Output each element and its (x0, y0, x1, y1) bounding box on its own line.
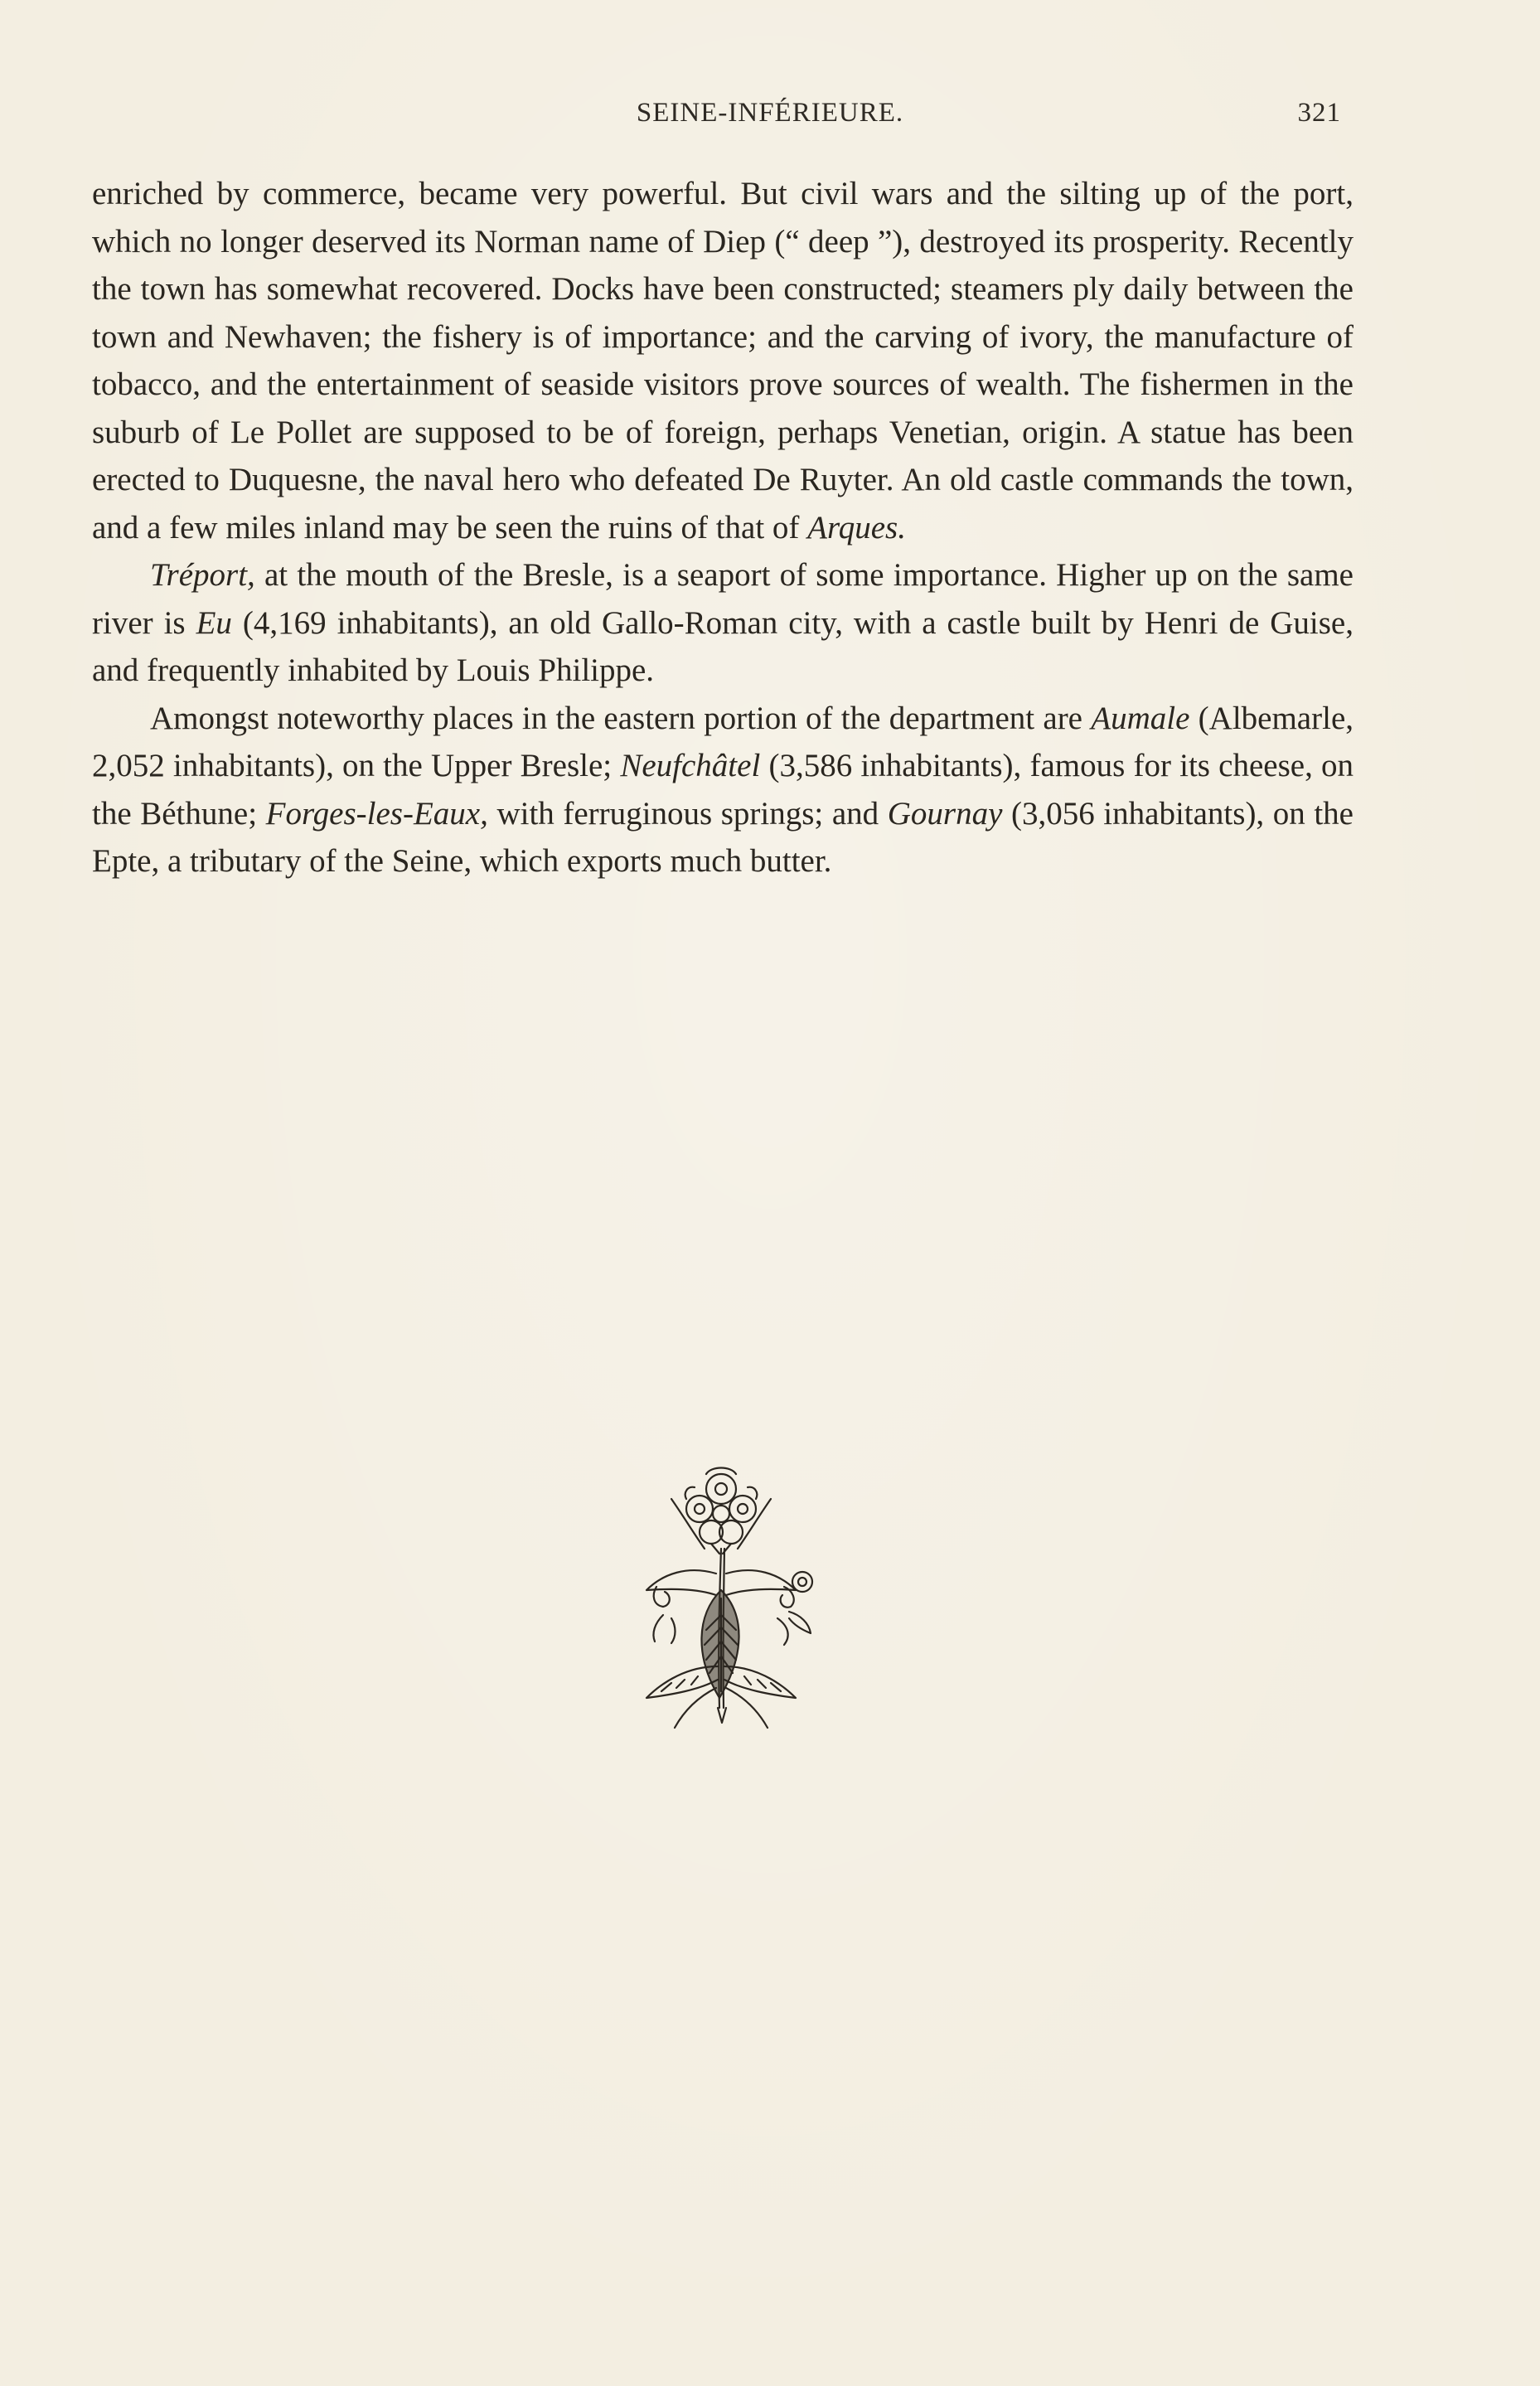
place-name-forges-les-eaux: Forges-les-Eaux, (265, 795, 488, 832)
place-name-eu: Eu (196, 604, 232, 641)
body-text (92, 170, 1354, 885)
paragraph-dieppe (92, 170, 1354, 551)
place-name-gournay: Gournay (887, 795, 1003, 832)
place-name-neufchatel: Neufchâtel (620, 748, 761, 783)
text-run: at the mouth of the Bresle, is a seaport of some importance. Higher up on the same river is (92, 557, 1354, 641)
text-run: (Albemarle, 2,052 inhabitants), on the Upper Bresle; (92, 700, 1354, 783)
place-name-arques: Arques. (807, 509, 906, 546)
place-name-aumale: Aumale (1091, 700, 1190, 736)
floral-tailpiece-icon (613, 1449, 829, 1731)
text-run: enriched by commerce, became very powerful. But civil wars and the silting up of the port, which no longer deserved its Norman name of Diep (“ deep ”), destroyed its prosperity. Recently the town has somewhat recovered. Docks have been constructed; steamers ply daily between the town and Newhaven; the fishery is of importance; and the carving of ivory, the manufacture of tobacco, and the entertainment of seaside visitors prove sources of wealth. The fishermen in the suburb of Le Pollet are supposed to be of foreign, perhaps Venetian, origin. A statue has been erected to Duquesne, the naval hero who defeated De Ruyter. An old castle commands the town, and a few miles inland may be seen the ruins of that of (92, 176, 1354, 546)
text-run: with ferruginous springs; and (487, 795, 888, 832)
running-head (0, 98, 1540, 134)
paragraph-treport (92, 551, 1354, 695)
paragraph-eastern-places (92, 695, 1354, 885)
text-run: (4,169 inhabitants), an old Gallo-Roman city, with a castle built by Henri de Guise, and frequently inhabited by Louis Philippe. (92, 604, 1354, 688)
text-run: (3,056 inhabitants), on the Epte, a tributary of the Seine, which exports much butter. (92, 795, 1354, 879)
text-run: Amongst noteworthy places in the eastern portion of the department are (150, 700, 1092, 736)
running-title: SEINE-INFÉRIEURE. (636, 98, 904, 128)
page-number: 321 (1297, 98, 1341, 128)
place-name-treport: Tréport, (150, 557, 255, 593)
text-run: (3,586 inhabitants), famous for its cheese, on the Béthune; (92, 748, 1354, 832)
